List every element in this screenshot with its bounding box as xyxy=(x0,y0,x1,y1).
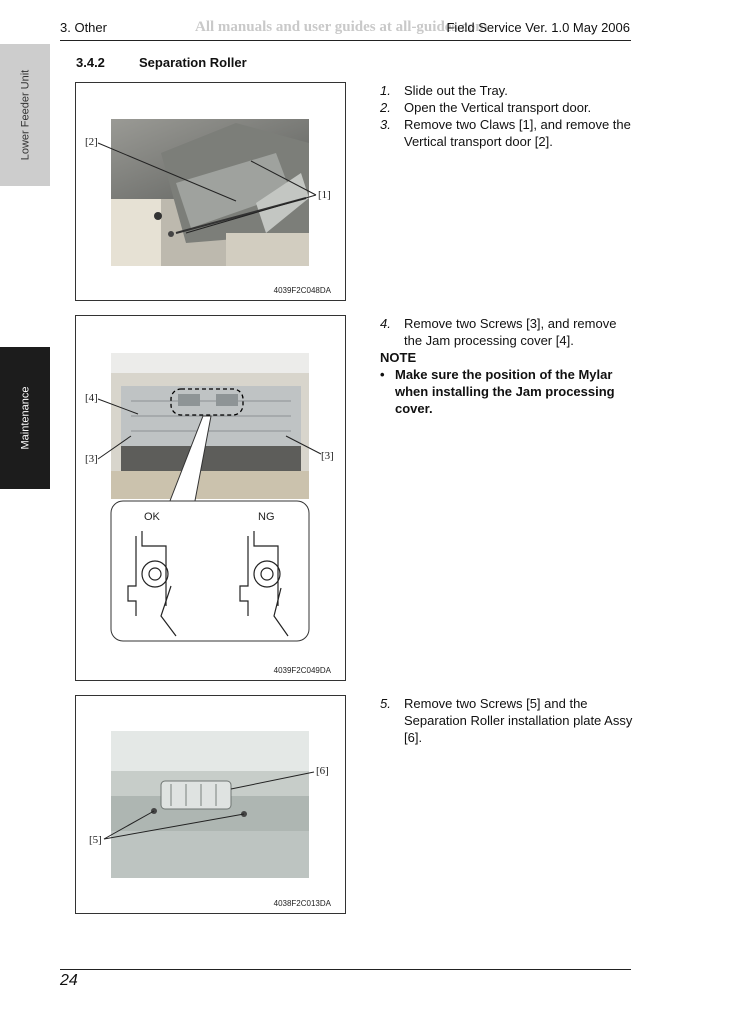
section-title: Separation Roller xyxy=(139,55,247,70)
step-5 xyxy=(380,695,635,746)
step-3 xyxy=(380,116,635,150)
side-tab-lower-feeder-unit xyxy=(0,44,50,186)
step-text: Remove two Screws [3], and remove the Jam processing cover [4]. xyxy=(404,316,617,348)
side-tab-label: Maintenance xyxy=(19,386,31,450)
watermark: All manuals and user guides at all-guides.com xyxy=(195,19,488,35)
steps-group-3 xyxy=(380,695,635,746)
figure-vertical-transport-door xyxy=(75,82,346,301)
step-text: Remove two Claws [1], and remove the Vertical transport door [2]. xyxy=(404,117,631,149)
callout-5: [5] xyxy=(89,834,102,846)
callout-3-right: [3] xyxy=(321,450,334,462)
callout-1: [1] xyxy=(318,189,331,201)
figure-1-illustration xyxy=(76,83,345,300)
step-text: Open the Vertical transport door. xyxy=(404,100,592,115)
note-text: Make sure the position of the Mylar when installing the Jam processing cover. xyxy=(395,367,615,416)
section-number: 3.4.2 xyxy=(76,55,105,70)
callout-6: [6] xyxy=(316,765,329,777)
callout-3-left: [3] xyxy=(85,453,98,465)
label-ok: OK xyxy=(144,511,160,523)
side-tab-maintenance xyxy=(0,347,50,489)
figure-3-illustration xyxy=(76,696,345,913)
header-doc-version: Field Service Ver. 1.0 May 2006 xyxy=(446,20,630,35)
step-text: Remove two Screws [5] and the Separation Roller installation plate Assy [6]. xyxy=(404,696,633,745)
figure-code: 4038F2C013DA xyxy=(273,899,331,908)
steps-group-1 xyxy=(380,82,635,150)
step-number: 2. xyxy=(380,100,391,115)
footer-rule xyxy=(60,969,631,970)
steps-group-2 xyxy=(380,315,635,417)
note-item xyxy=(380,366,635,417)
figure-code: 4039F2C049DA xyxy=(273,666,331,675)
step-number: 4. xyxy=(380,316,391,331)
header-rule xyxy=(60,40,631,41)
side-tab-label: Lower Feeder Unit xyxy=(19,69,31,161)
figure-jam-processing-cover xyxy=(75,315,346,681)
note-label: NOTE xyxy=(380,350,417,365)
step-number: 5. xyxy=(380,696,391,711)
figure-code: 4039F2C048DA xyxy=(273,286,331,295)
step-2 xyxy=(380,99,635,116)
header-section-title: 3. Other xyxy=(60,20,107,35)
figure-separation-roller-plate xyxy=(75,695,346,914)
step-number: 1. xyxy=(380,83,391,98)
step-number: 3. xyxy=(380,117,391,132)
step-1 xyxy=(380,82,635,99)
callout-2: [2] xyxy=(85,136,98,148)
label-ng: NG xyxy=(258,511,275,523)
step-4 xyxy=(380,315,635,349)
step-text: Slide out the Tray. xyxy=(404,83,508,98)
callout-4: [4] xyxy=(85,392,98,404)
figure-2-illustration xyxy=(76,316,345,680)
page-number: 24 xyxy=(60,972,78,989)
note-bullet: • xyxy=(380,367,385,382)
